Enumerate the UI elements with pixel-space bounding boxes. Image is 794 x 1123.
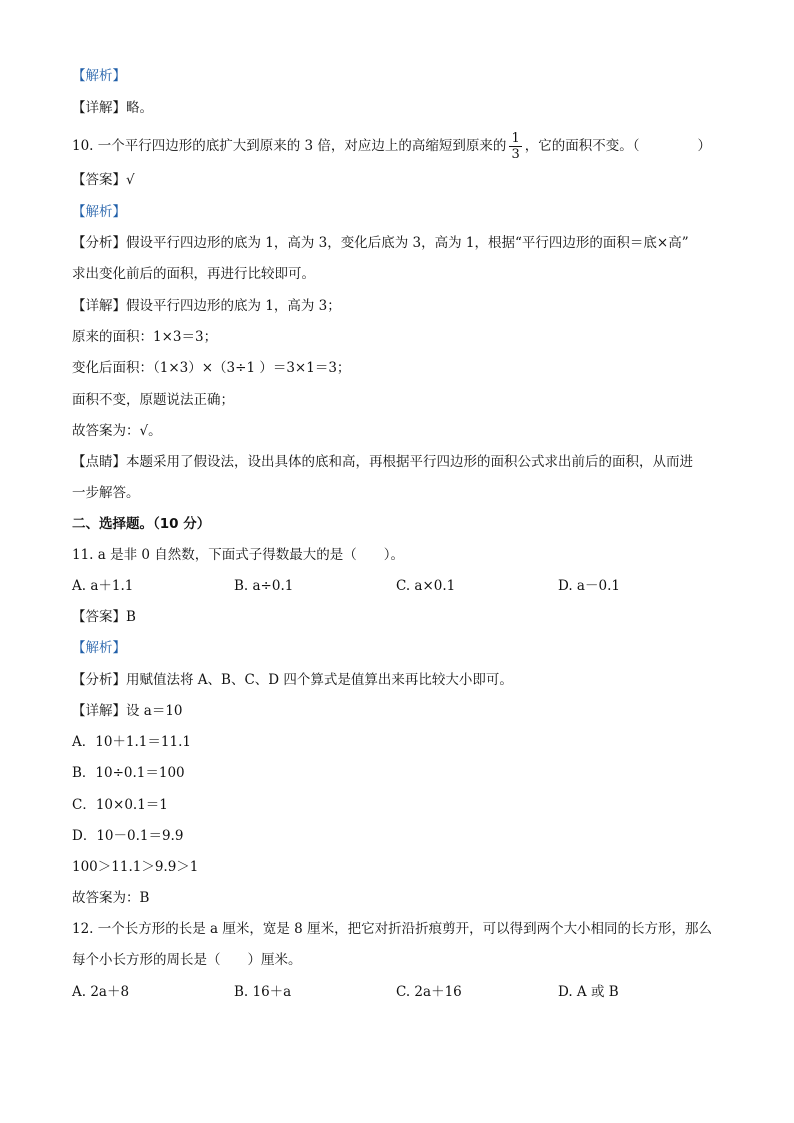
q12-option-d: D. A 或 B [558,984,619,1000]
q11-detail-line5: D．10－0.1＝9.9 [72,828,184,844]
q11-analysis-tag: 【解析】 [72,640,126,656]
q11-stem: 11. a 是非 0 自然数，下面式子得数最大的是（ ）。 [72,547,405,563]
q10-stem [72,131,711,162]
q10-analysis-tag: 【解析】 [72,204,126,220]
section-heading: 二、选择题。（10 分） [72,516,211,532]
q10-fenxi-line2: 求出变化前后的面积，再进行比较即可。 [72,266,315,282]
q10-stem-close: ） [697,138,711,154]
q9-detail: 【详解】略。 [72,100,153,116]
q10-frac-den: 3 [511,147,520,162]
q10-detail-line1: 【详解】假设平行四边形的底为 1，高为 3； [72,298,341,314]
q11-option-c: C. a×0.1 [396,578,456,594]
q11-option-d: D. a－0.1 [558,578,620,594]
q11-detail-line3: B．10÷0.1＝100 [72,765,185,781]
q11-answer: 【答案】B [72,609,136,625]
q11-fenxi: 【分析】用赋值法将 A、B、C、D 四个算式是值算出来再比较大小即可。 [72,672,513,688]
q10-fenxi-line1: 【分析】假设平行四边形的底为 1，高为 3，变化后底为 3，高为 1，根据“平行四边形的面积＝底×高” [72,235,689,251]
q10-stem-before: 10. 一个平行四边形的底扩大到原来的 3 倍，对应边上的高缩短到原来的 [72,138,507,154]
q9-analysis-tag: 【解析】 [72,68,126,84]
q11-detail-line6: 100＞11.1＞9.9＞1 [72,859,199,875]
q11-option-b: B. a÷0.1 [234,578,294,594]
q10-frac-num: 1 [511,131,520,146]
q12-stem-line2: 每个小长方形的周长是（ ）厘米。 [72,952,302,968]
q11-detail-line2: A．10＋1.1＝11.1 [72,734,191,750]
q11-option-a: A. a＋1.1 [72,578,134,594]
q10-answer: 【答案】√ [72,172,135,188]
q10-dianjing-line2: 一步解答。 [72,485,140,501]
q10-detail-line3: 变化后面积：（1×3）×（3÷1 ）＝3×1＝3； [72,360,351,376]
q10-stem-after: ，它的面积不变。（ [524,138,640,154]
q11-detail-line1: 【详解】设 a＝10 [72,703,183,719]
q10-fraction [509,131,521,162]
q12-option-c: C. 2a＋16 [396,984,462,1000]
q11-detail-line4: C．10×0.1＝1 [72,797,168,813]
q10-detail-line2: 原来的面积：1×3＝3； [72,329,218,345]
q11-options [72,576,732,596]
q12-stem-line1: 12. 一个长方形的长是 a 厘米，宽是 8 厘米，把它对折沿折痕剪开，可以得到两个大小相同的长方形，那么 [72,921,713,937]
q10-dianjing-line1: 【点睛】本题采用了假设法，设出具体的底和高，再根据平行四边形的面积公式求出前后的面积，从而进 [72,454,693,470]
q12-options [72,982,732,1002]
q10-detail-line5: 故答案为：√。 [72,423,162,439]
q11-detail-line7: 故答案为：B [72,890,150,906]
q10-detail-line4: 面积不变，原题说法正确； [72,392,234,408]
q12-option-a: A. 2a＋8 [72,984,130,1000]
q12-option-b: B. 16＋a [234,984,292,1000]
